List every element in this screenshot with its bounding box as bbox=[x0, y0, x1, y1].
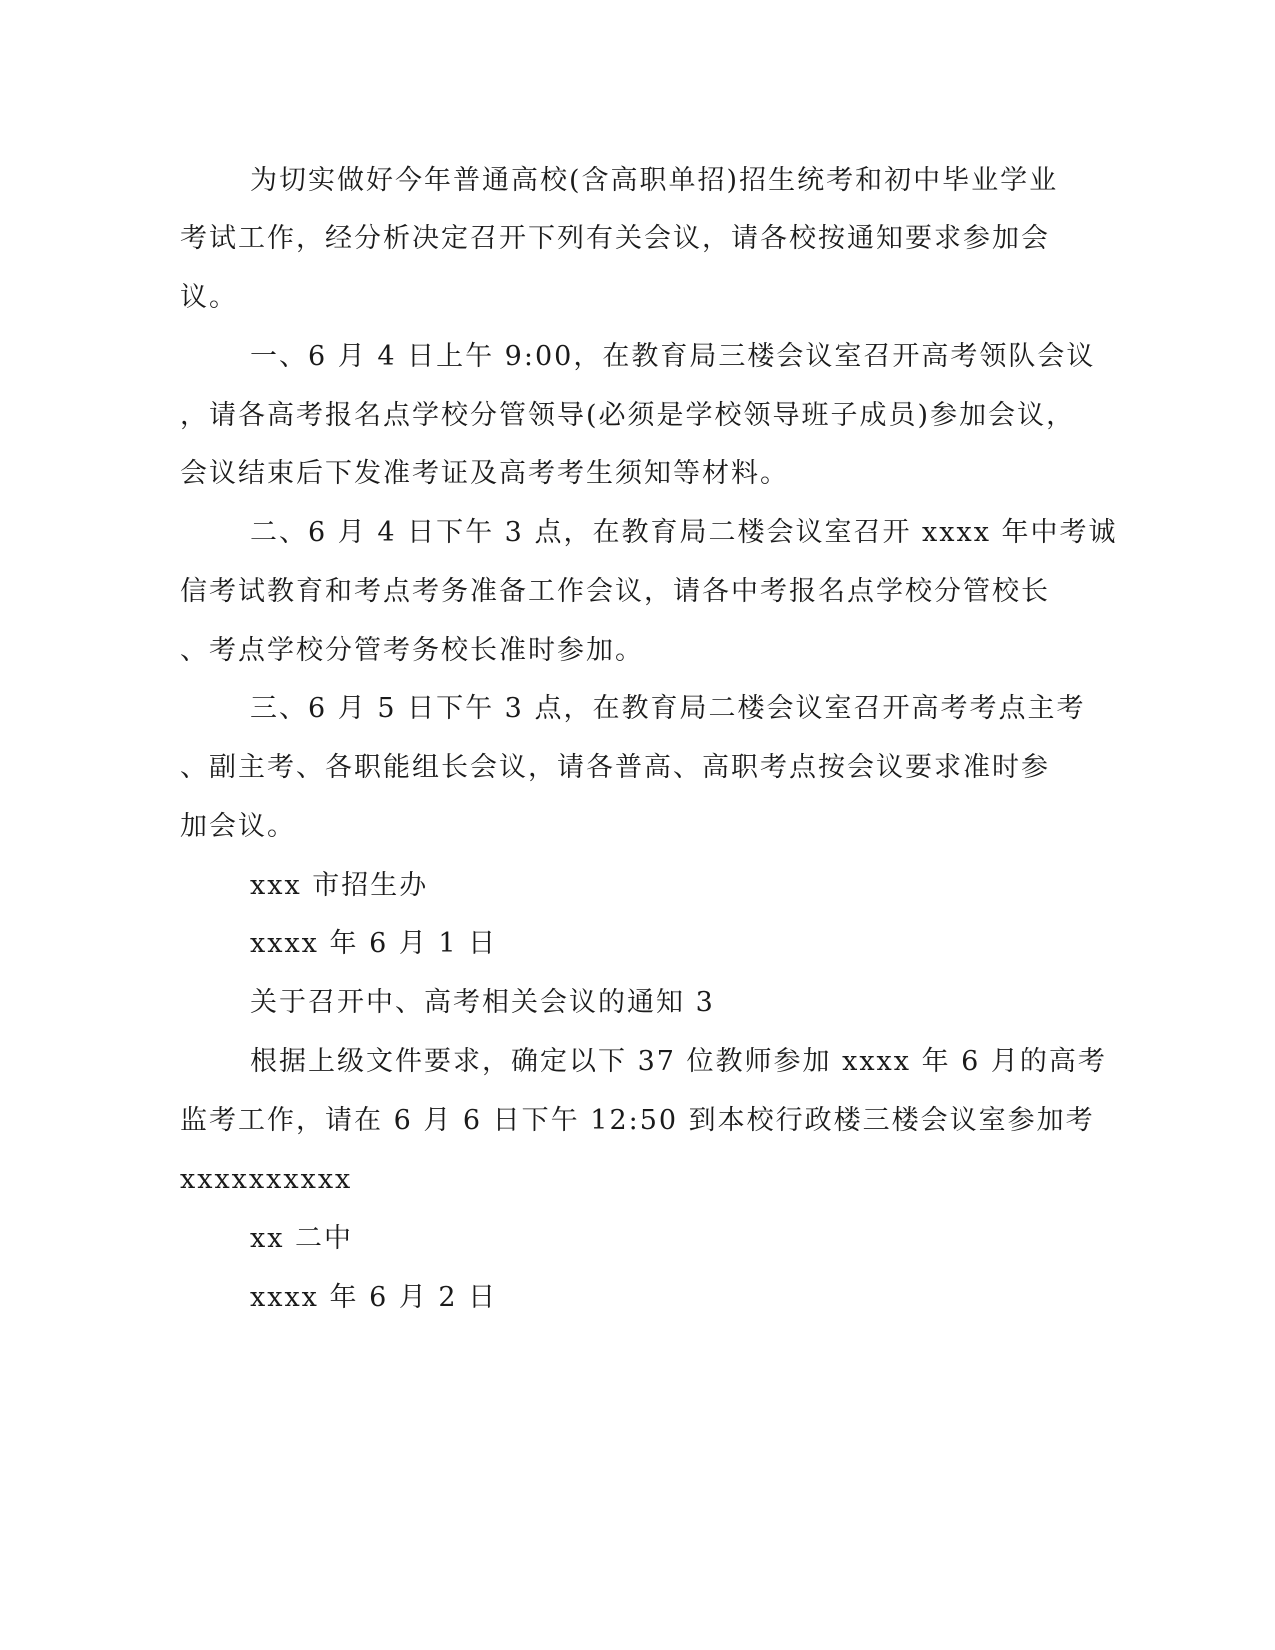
item-two-line-3: 、考点学校分管考务校长准时参加。 bbox=[180, 635, 644, 666]
notice-body-line-1: 根据上级文件要求，确定以下 37 位教师参加 xxxx 年 6 月的高考 bbox=[250, 1046, 1107, 1077]
signature-office: xxx 市招生办 bbox=[250, 870, 429, 901]
paragraph-intro-line-1: 为切实做好今年普通高校(含高职单招)招生统考和初中毕业学业 bbox=[250, 165, 1059, 196]
item-one-line-3: 会议结束后下发准考证及高考考生须知等材料。 bbox=[180, 458, 789, 489]
paragraph-intro-line-2: 考试工作，经分析决定召开下列有关会议，请各校按通知要求参加会 bbox=[180, 223, 1050, 254]
item-two-line-2: 信考试教育和考点考务准备工作会议，请各中考报名点学校分管校长 bbox=[180, 576, 1050, 607]
item-two-line-1: 二、6 月 4 日下午 3 点，在教育局二楼会议室召开 xxxx 年中考诚 bbox=[250, 517, 1118, 548]
signature-school: xx 二中 bbox=[250, 1223, 354, 1254]
notice-body-line-3: xxxxxxxxxx bbox=[180, 1164, 353, 1195]
item-one-line-1: 一、6 月 4 日上午 9:00，在教育局三楼会议室召开高考领队会议 bbox=[250, 341, 1096, 372]
signature-date: xxxx 年 6 月 1 日 bbox=[250, 928, 498, 959]
section-heading: 关于召开中、高考相关会议的通知 3 bbox=[250, 987, 715, 1018]
paragraph-intro-line-3: 议。 bbox=[180, 282, 238, 313]
item-three-line-3: 加会议。 bbox=[180, 811, 296, 842]
notice-body-line-2: 监考工作，请在 6 月 6 日下午 12:50 到本校行政楼三楼会议室参加考 bbox=[180, 1105, 1095, 1136]
item-three-line-2: 、副主考、各职能组长会议，请各普高、高职考点按会议要求准时参 bbox=[180, 752, 1050, 783]
item-three-line-1: 三、6 月 5 日下午 3 点，在教育局二楼会议室召开高考考点主考 bbox=[250, 693, 1086, 724]
signature-school-date: xxxx 年 6 月 2 日 bbox=[250, 1282, 498, 1313]
item-one-line-2: ，请各高考报名点学校分管领导(必须是学校领导班子成员)参加会议， bbox=[180, 400, 1076, 431]
